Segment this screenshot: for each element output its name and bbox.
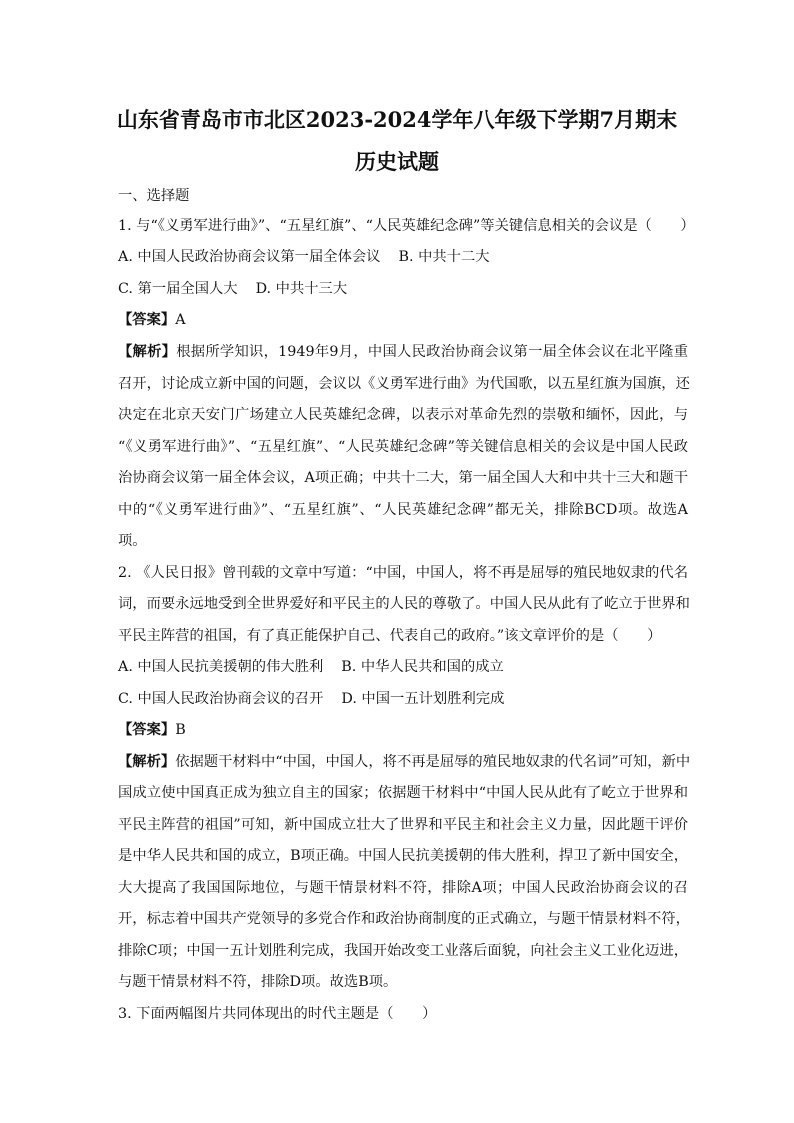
q1-analysis-line: 治协商会议第一届全体会议，A项正确；中共十二大，第一届全国人大和中共十三大和题干 (118, 470, 688, 486)
section-label: 一、选择题 (118, 188, 190, 204)
q2-analysis-line: 大大提高了我国国际地位，与题干情景材料不符，排除A项；中国人民政治协商会议的召 (118, 880, 688, 896)
q1-analysis-line: 召开，讨论成立新中国的问题，会议以《义勇军进行曲》为代国歌，以五星红旗为国旗，还 (118, 376, 690, 392)
analysis-tag: 【解析】 (118, 754, 176, 770)
q2-option-c: C. 中国人民政治协商会议的召开 (118, 691, 324, 707)
q2-stem: 词，而要永远地受到全世界爱好和平民主的人民的尊敬了。中国人民从此有了屹立于世界和 (118, 596, 690, 612)
q2-analysis-line: 排除C项；中国一五计划胜利完成，我国开始改变工业落后面貌，向社会主义工业化迈进， (118, 943, 688, 959)
exam-title: 山东省青岛市市北区2023-2024学年八年级下学期7月期末 (116, 107, 678, 132)
q2-options-row1 (118, 657, 688, 677)
q1-analysis-line: 中的“《义勇军进行曲》”、“五星红旗”、“人民英雄纪念碑”都无关，排除BCD项。故选A (118, 502, 688, 518)
q1-stem: 1. 与“《义勇军进行曲》”、“五星红旗”、“人民英雄纪念碑”等关键信息相关的会议是（ ） (118, 218, 695, 234)
q1-option-c: C. 第一届全国人大 (118, 281, 238, 297)
exam-subtitle: 历史试题 (355, 149, 439, 174)
q2-options-row2 (118, 689, 688, 709)
q1-options-row1 (118, 247, 688, 267)
answer-tag: 【答案】 (118, 722, 176, 738)
answer-value: A (175, 312, 186, 328)
q1-option-b: B. 中共十二大 (398, 249, 490, 265)
q2-analysis-line: 国成立使中国真正成为独立自主的国家；依据题干材料中“中国人民从此有了屹立于世界和 (118, 785, 688, 801)
q2-option-d: D. 中国一五计划胜利完成 (341, 691, 505, 707)
q2-option-a: A. 中国人民抗美援朝的伟大胜利 (118, 659, 324, 675)
q2-stem: 2. 《人民日报》曾刊载的文章中写道：“中国，中国人，将不再是屈辱的殖民地奴隶的代名 (118, 565, 688, 581)
q1-analysis-line: “《义勇军进行曲》”、“五星红旗”、“人民英雄纪念碑”等关键信息相关的会议是中国人民政 (118, 439, 688, 455)
q2-analysis-line: 开，标志着中国共产党领导的多党合作和政治协商制度的正式确立，与题干情景材料不符， (118, 911, 690, 927)
q2-stem: 平民主阵营的祖国，有了真正能保护自己、代表自己的政府。”该文章评价的是（ ） (118, 628, 662, 644)
q1-answer (118, 310, 688, 330)
q1-analysis-line: 决定在北京天安门广场建立人民英雄纪念碑，以表示对革命先烈的崇敬和缅怀，因此，与 (118, 407, 688, 423)
answer-value: B (175, 722, 186, 738)
q1-options-row2 (118, 279, 688, 299)
analysis-tag: 【解析】 (118, 344, 177, 360)
answer-tag: 【答案】 (118, 312, 176, 328)
q2-option-b: B. 中华人民共和国的成立 (341, 659, 504, 675)
q1-option-d: D. 中共十三大 (255, 281, 348, 297)
q2-analysis-line: 与题干情景材料不符，排除D项。故选B项。 (118, 974, 398, 990)
q2-analysis-line: 【解析】依据题干材料中“中国，中国人，将不再是屈辱的殖民地奴隶的代名词”可知，新中 (118, 754, 691, 770)
q3-stem: 3. 下面两幅图片共同体现出的时代主题是（ ） (118, 1006, 437, 1022)
q1-analysis-line: 【解析】根据所学知识，1949年9月，中国人民政治协商会议第一届全体会议在北平隆重 (118, 344, 688, 360)
q2-analysis-line: 是中华人民共和国的成立，B项正确。中国人民抗美援朝的伟大胜利，捍卫了新中国安全， (118, 848, 688, 864)
q1-option-a: A. 中国人民政治协商会议第一届全体会议 (118, 249, 381, 265)
q2-answer (118, 720, 688, 740)
q1-analysis-line: 项。 (118, 533, 147, 549)
q2-analysis-line: 平民主阵营的祖国”可知，新中国成立壮大了世界和平民主和社会主义力量，因此题干评价 (118, 817, 688, 833)
